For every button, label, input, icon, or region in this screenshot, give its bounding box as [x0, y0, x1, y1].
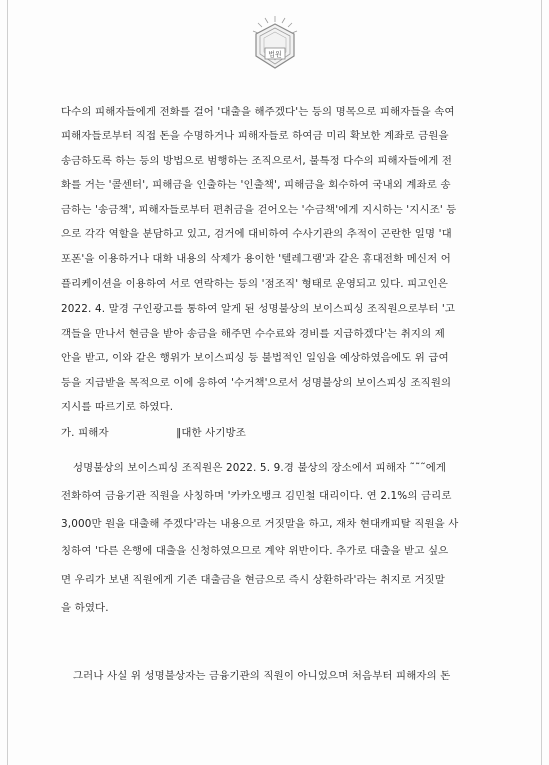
- seal-text: 법원: [268, 50, 282, 59]
- paragraph-1-line: 포폰'을 이용하거나 대화 내용의 삭제가 용이한 '텔레그램'과 같은 휴대전화 메신저 어: [61, 253, 451, 265]
- paragraph-1-line: 객들을 만나서 현금을 받아 송금을 해주면 수수료와 경비를 지급하겠다'는 취지의 제: [61, 328, 445, 340]
- paragraph-2-line: 성명불상의 보이스피싱 조직원은 2022. 5. 9.경 불상의 장소에서 피해자 ˜˜˜에게: [73, 462, 447, 474]
- paragraph-1-line: 화를 거는 '콜센터', 피해금을 인출하는 '인출책', 피해금을 회수하여 국내외 계좌로 송: [61, 179, 451, 191]
- paragraph-2-line: 칭하여 '다른 은행에 대출을 신청하였으므로 계약 위반이다. 추가로 대출을 받고 싶으: [61, 545, 449, 557]
- court-seal-icon: [246, 12, 304, 74]
- paragraph-2-line: 을 하였다.: [61, 602, 109, 614]
- paragraph-1-line: 금하는 '송금책', 피해자들로부터 편취금을 걷어오는 '수금책'에게 지시하는 '지시조' 등: [61, 204, 457, 216]
- paragraph-3-line: 그러나 사실 위 성명불상자는 금융기관의 직원이 아니었으며 처음부터 피해자의 돈: [73, 670, 451, 682]
- paragraph-1-line: 안을 받고, 이와 같은 행위가 보이스피싱 등 불법적인 일임을 예상하였음에도 위 급여: [61, 352, 449, 364]
- paragraph-1-line: 지시를 따르기로 하였다.: [61, 401, 174, 413]
- paragraph-2-line: 3,000만 원을 대출해 주겠다'라는 내용으로 거짓말을 하고, 재차 현대캐피탈 직원을 사: [61, 518, 459, 530]
- scan-border-right: [541, 0, 542, 765]
- paragraph-1-line: 으로 각각 역할을 분담하고 있고, 검거에 대비하여 수사기관의 추적이 곤란한 일명 '대: [61, 228, 452, 240]
- scan-border-left: [7, 0, 8, 765]
- paragraph-2-line: 전화하여 금융기관 직원을 사칭하며 '카카오뱅크 김민철 대리이다. 연 2.1%의 금리로: [61, 490, 452, 502]
- paragraph-1-line: 등을 지급받을 목적으로 이에 응하여 '수거책'으로서 성명불상의 보이스피싱 조직원의: [61, 377, 452, 389]
- section-heading-title: ∥대한 사기방조: [176, 427, 246, 439]
- paragraph-1-line: 다수의 피해자들에게 전화를 걸어 '대출을 해주겠다'는 등의 명목으로 피해자들을 속여: [61, 106, 455, 118]
- paragraph-1-line: 플리케이션을 이용하여 서로 연락하는 등의 '점조직' 형태로 운영되고 있다. 피고인은: [61, 278, 448, 290]
- paragraph-1-line: 2022. 4. 말경 구인광고를 통하여 알게 된 성명불상의 보이스피싱 조직원으로부터 '고: [61, 303, 456, 315]
- section-heading-label: 가. 피해자: [61, 427, 109, 439]
- paragraph-1-line: 피해자들로부터 직접 돈을 수명하거나 피해자들로 하여금 미리 확보한 계좌로 금원을: [61, 130, 449, 142]
- paragraph-2-line: 면 우리가 보낸 직원에게 기존 대출금을 현금으로 즉시 상환하라'라는 취지로 거짓말: [61, 574, 445, 586]
- paragraph-1-line: 송금하도록 하는 등의 방법으로 범행하는 조직으로서, 불특정 다수의 피해자들에게 전: [61, 155, 453, 167]
